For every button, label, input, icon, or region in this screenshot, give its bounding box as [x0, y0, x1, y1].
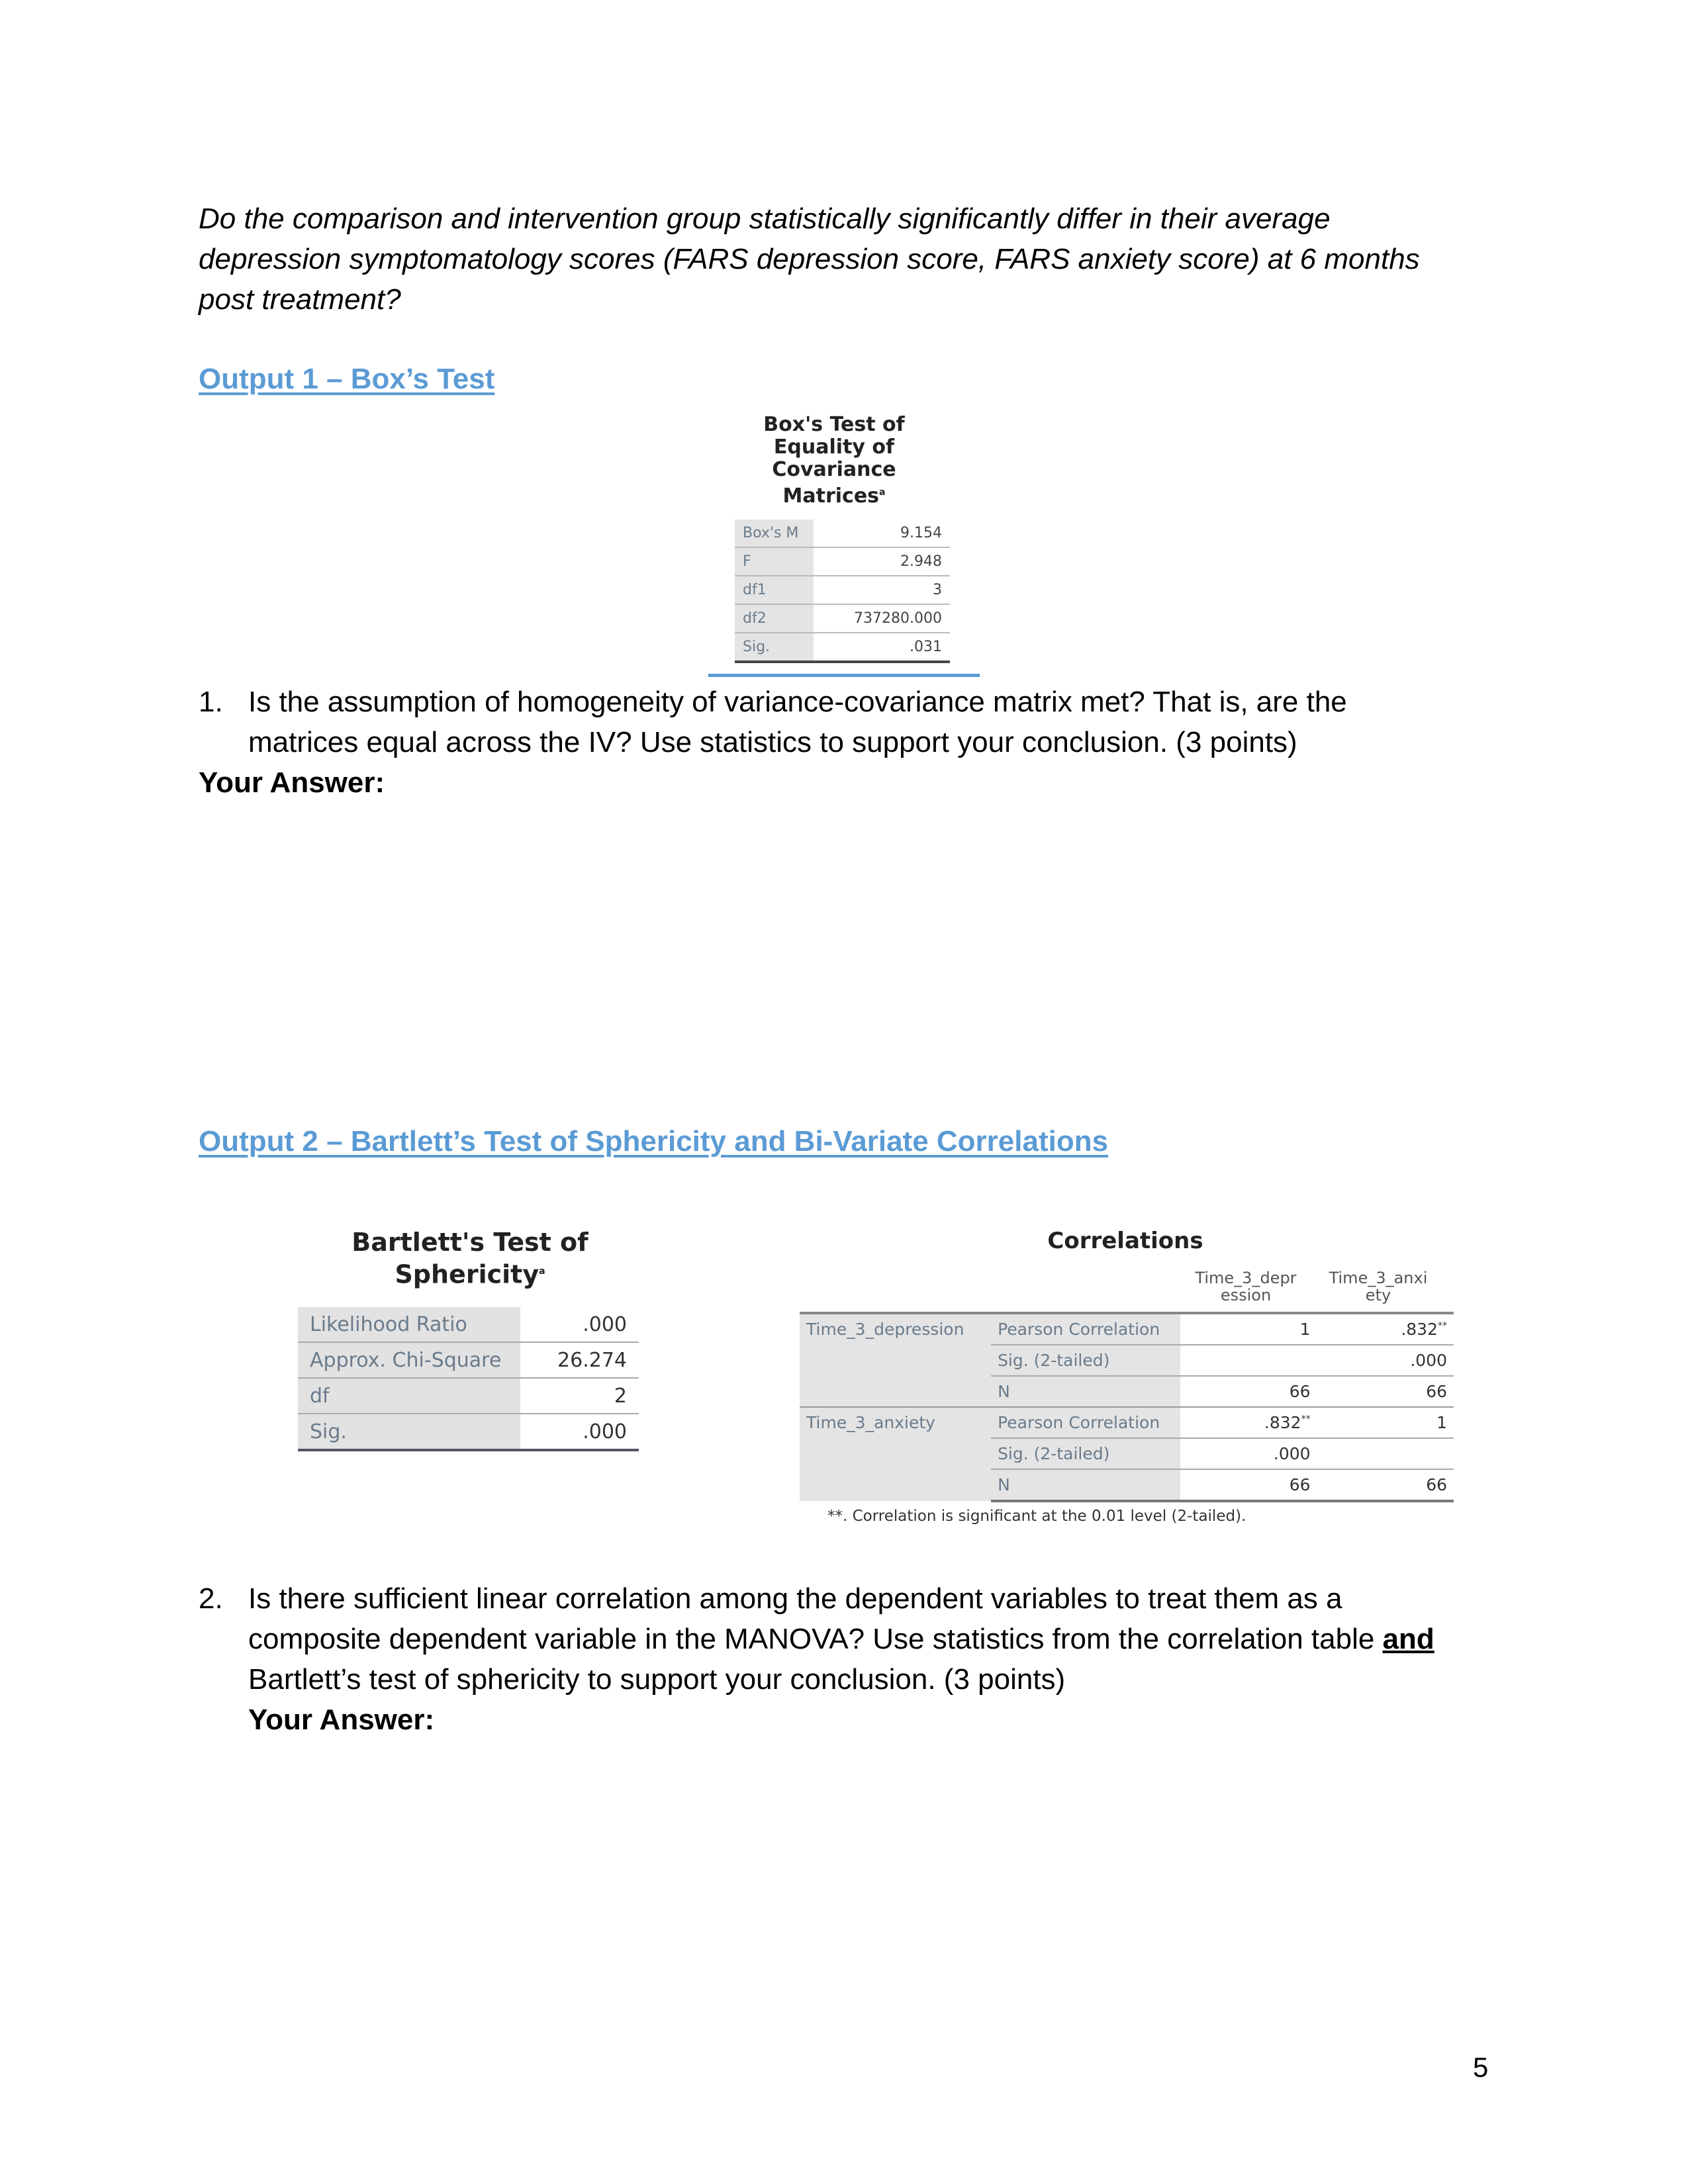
row-label: df2	[735, 604, 814, 633]
cell-text: .832	[1264, 1413, 1301, 1432]
variable-label: Time_3_anxiety	[800, 1407, 991, 1501]
table-row	[800, 1407, 1454, 1438]
header-line: Time_3_depr	[1195, 1269, 1297, 1287]
emphasis-and: and	[1382, 1623, 1434, 1655]
header-line: Time_3_anxi	[1329, 1269, 1428, 1287]
output-1-heading: Output 1 – Box’s Test	[199, 363, 495, 395]
cell-value	[1317, 1438, 1454, 1469]
question-number: 2.	[199, 1582, 223, 1615]
box-test-title-text: Box's Test of Equality of Covariance Matrices	[763, 413, 905, 508]
stat-label: Sig. (2-tailed)	[991, 1345, 1180, 1376]
sig-marker: **	[1438, 1320, 1447, 1332]
cell-value	[1180, 1345, 1317, 1376]
question-text: Is the assumption of homogeneity of variance-covariance matrix met? That is, are the matrices equal across the IV? Use statistics to support your conclusion. (3 points)	[248, 686, 1347, 758]
row-value: 2.948	[814, 547, 950, 576]
question-text	[248, 1578, 1456, 1700]
table-row	[735, 576, 950, 604]
table-row	[800, 1313, 1454, 1345]
bartlett-title	[331, 1228, 609, 1289]
header-line: ety	[1365, 1286, 1391, 1304]
box-test-title	[748, 414, 920, 508]
answer-label: Your Answer:	[199, 766, 385, 799]
row-value: .000	[520, 1414, 639, 1450]
row-label: df1	[735, 576, 814, 604]
cell-value	[1180, 1407, 1317, 1438]
footnote-marker: a	[879, 487, 886, 498]
bartlett-table	[298, 1307, 639, 1451]
table-row	[298, 1342, 639, 1378]
cell-text: .832	[1401, 1320, 1438, 1339]
cell-value: 66	[1180, 1469, 1317, 1501]
stat-label: N	[991, 1376, 1180, 1407]
stat-label: N	[991, 1469, 1180, 1501]
stat-label: Sig. (2-tailed)	[991, 1438, 1180, 1469]
row-value: 3	[814, 576, 950, 604]
column-header	[1180, 1269, 1312, 1304]
variable-label: Time_3_depression	[800, 1313, 991, 1407]
footnote-marker: a	[539, 1266, 545, 1277]
intro-question: Do the comparison and intervention group statistically significantly differ in their average depression symptomatology scores (FARS depression score, FARS anxiety score) at 6 months post treatment?	[199, 203, 1420, 316]
table-row	[735, 604, 950, 633]
cell-value: 66	[1317, 1376, 1454, 1407]
row-label: df	[298, 1378, 520, 1414]
row-value: .000	[583, 1312, 627, 1336]
question-number: 1.	[199, 686, 223, 718]
table-row	[735, 520, 950, 547]
bartlett-title-text: Bartlett's Test of Sphericity	[352, 1228, 588, 1289]
table-row	[298, 1307, 639, 1342]
row-label: Sig.	[298, 1414, 520, 1450]
row-label: Approx. Chi-Square	[298, 1342, 520, 1378]
question-text-part: Is there sufficient linear correlation among the dependent variables to treat them as a composite dependent variable in the MANOVA? Use statistics from the correlation table	[248, 1582, 1383, 1655]
cell-value: .000	[1180, 1438, 1317, 1469]
correlations-table	[800, 1312, 1454, 1502]
header-line: ession	[1220, 1286, 1272, 1304]
cell-value: 66	[1317, 1469, 1454, 1501]
row-value: 9.154	[900, 525, 942, 541]
question-2	[199, 1578, 1456, 1740]
row-value: 737280.000	[814, 604, 950, 633]
stat-label: Pearson Correlation	[991, 1313, 1180, 1345]
row-value: 26.274	[520, 1342, 639, 1378]
output-2-heading: Output 2 – Bartlett’s Test of Sphericity and Bi-Variate Correlations	[199, 1125, 1109, 1158]
correlations-column-headers	[1180, 1269, 1444, 1304]
divider	[708, 674, 980, 677]
cell-value: .000	[1317, 1345, 1454, 1376]
cell-value: 1	[1317, 1407, 1454, 1438]
row-label: Sig.	[735, 633, 814, 662]
correlations-title: Correlations	[1047, 1228, 1203, 1254]
correlations-footnote: **. Correlation is significant at the 0.01 level (2-tailed).	[827, 1508, 1246, 1525]
row-label: Box's M	[735, 520, 814, 547]
table-row	[735, 547, 950, 576]
row-label: Likelihood Ratio	[298, 1307, 520, 1342]
question-text-part: Bartlett’s test of sphericity to support your conclusion. (3 points)	[248, 1663, 1066, 1696]
row-value: .031	[814, 633, 950, 662]
question-1	[199, 682, 1456, 803]
answer-label: Your Answer:	[248, 1704, 435, 1736]
stat-label: Pearson Correlation	[991, 1407, 1180, 1438]
table-row	[298, 1378, 639, 1414]
table-row	[735, 633, 950, 662]
row-value: 2	[520, 1378, 639, 1414]
column-header	[1312, 1269, 1444, 1304]
sig-marker: **	[1301, 1414, 1311, 1425]
table-row	[298, 1414, 639, 1450]
cell-value	[1317, 1313, 1454, 1345]
cell-value: 66	[1180, 1376, 1317, 1407]
page-number: 5	[1473, 2052, 1489, 2083]
box-test-table	[735, 520, 950, 663]
row-label: F	[735, 547, 814, 576]
cell-value: 1	[1180, 1313, 1317, 1345]
